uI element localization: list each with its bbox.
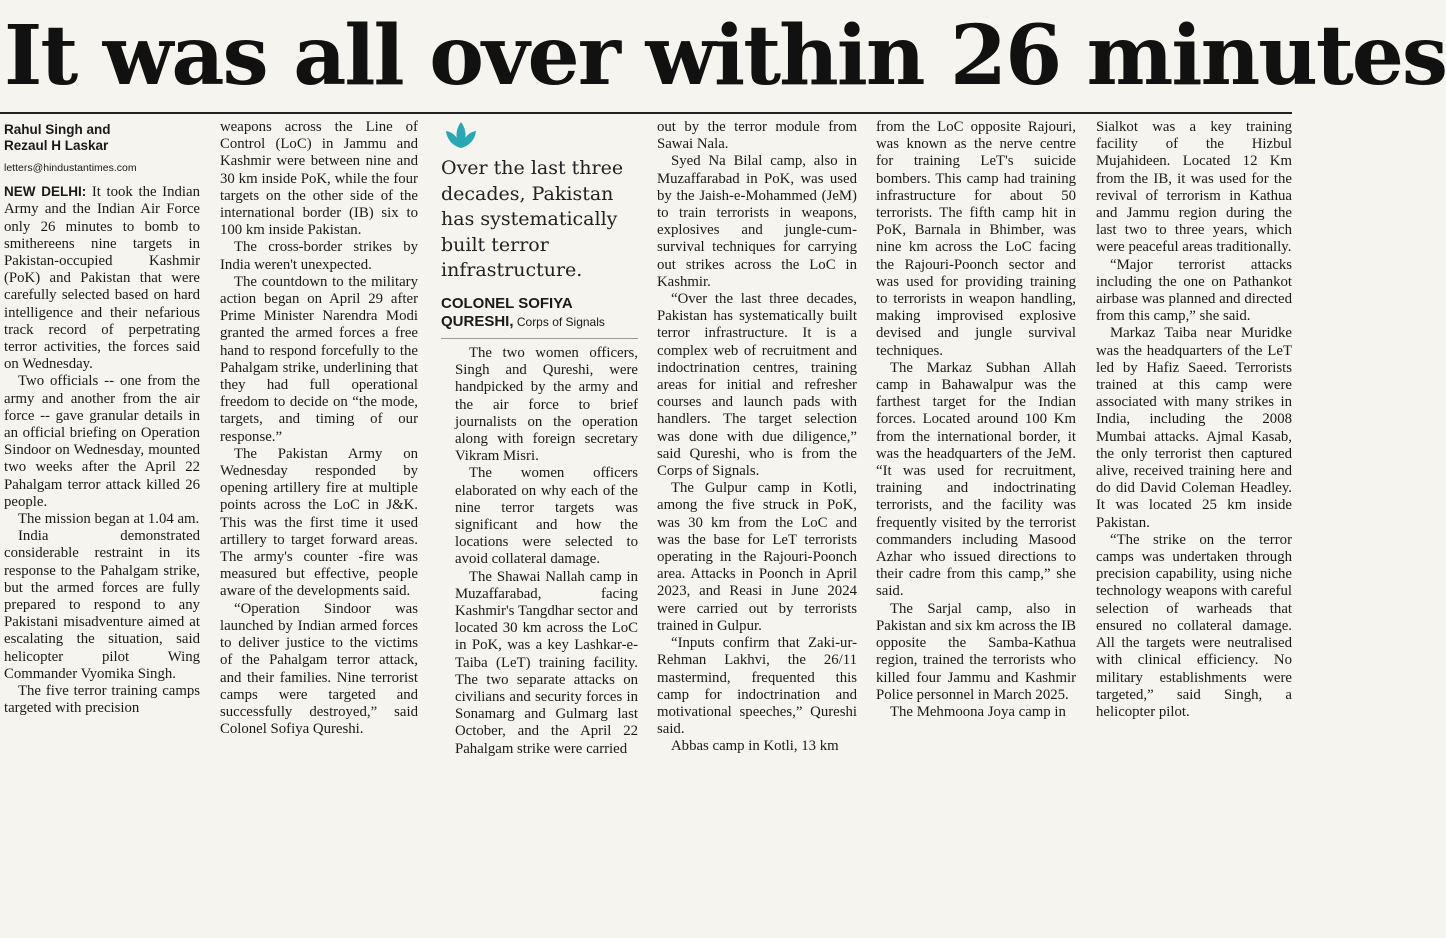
- paragraph: The countdown to the military action began on April 29 after Prime Minister Narendra Modi granted the armed forces a free hand to respond forcefully to the Pahalgam strike, underlining that they had full operational freedom to decide on “the mode, targets, and timing of our response.”: [220, 273, 418, 445]
- paragraph: The Pakistan Army on Wednesday responded by opening artillery fire at multiple points across the LoC in J&K. This was the first time it used artillery to target forward areas. The army's counter -fire was measured but effective, people aware of the developments said.: [220, 445, 418, 600]
- paragraph: Abbas camp in Kotli, 13 km: [671, 738, 839, 755]
- paragraph: “Over the last three decades, Pakistan has systematically built terror infrastructure. It is a complex web of recruitment and indoctrination centres, training areas for initial and refresher courses and launch pads with handlers. The target selection was done with due diligence,” said Qureshi, who is from the Corps of Signals.: [657, 291, 857, 480]
- pull-quote: [441, 118, 638, 338]
- paragraph: The Mehmoona Joya camp in: [890, 703, 1066, 720]
- paragraph: The mission began at 1.04 am.: [18, 511, 200, 528]
- paragraph: NEW DELHI: It took the Indian Army and the Indian Air Force only 26 minutes to bomb to smithereens nine targets in Pakistan-occupied Kashmir (PoK) and Pakistan that were carefully selected based on hard intelligence and their nefarious track record of perpetrating terror activities, the forces said on Wednesday.: [4, 184, 200, 373]
- paragraph: The Gulpur camp in Kotli, among the five struck in PoK, was 30 km from the LoC and was the base for LeT terrorists operating in the Rajouri-Poonch area. Attacks in Poonch in April 2023, and Reasi in June 2024 were carried out by terrorists trained in Gulpur.: [657, 480, 857, 634]
- column-5: [876, 119, 1076, 720]
- paragraph: The women officers elaborated on why each of the nine terror targets was significant and how the locations were selected to avoid collateral damage.: [455, 465, 638, 568]
- paragraph: from the LoC opposite Rajouri, was known as the nerve centre for training LeT's suicide bombers. This camp had training infrastructure for about 50 terrorists. The fifth camp hit in PoK, Barnala in Bhimber, was nine km across the LoC facing the Rajouri-Poonch sector and was used for providing training to terrorists in weapon handling, making improvised explosive devised and jungle survival techniques.: [876, 119, 1076, 359]
- pull-quote-name-2: QURESHI,: [441, 312, 514, 330]
- paragraph: The five terror training camps targeted with precision: [4, 683, 200, 717]
- column-6: [1096, 119, 1292, 720]
- dateline: NEW DELHI:: [4, 184, 87, 200]
- paragraph: The Sarjal camp, also in Pakistan and six km across the IB opposite the Samba-Kathua region, trained the terrorists who killed four Jammu and Kashmir Police personnel in March 2025.: [876, 600, 1076, 703]
- paragraph: out by the terror module from Sawai Nala.: [657, 119, 857, 153]
- paragraph: Two officials -- one from the army and another from the air force -- gave granular details in an official briefing on Operation Sindoor on Wednesday, mounted two weeks after the April 22 Pahalgam terror attack killed 26 people.: [4, 373, 200, 510]
- column-1: [4, 122, 200, 715]
- column-2: [220, 119, 418, 738]
- paragraph: “Inputs confirm that Zaki-ur-Rehman Lakhvi, the 26/11 mastermind, frequented this camp for indoctrination and motivational speeches,” Qureshi said.: [657, 635, 857, 738]
- headline: It was all over within 26 minutes: [4, 8, 1446, 104]
- paragraph: The cross-border strikes by India weren't unexpected.: [220, 239, 418, 273]
- paragraph: Syed Na Bilal camp, also in Muzaffarabad in PoK, was used by the Jaish-e-Mohammed (JeM) to train terrorists in weapons, explosives and jungle-cum-survival techniques for carrying out strikes across the LoC in Kashmir.: [657, 153, 857, 290]
- pull-quote-role: Corps of Signals: [513, 314, 605, 329]
- byline-author-1: Rahul Singh and: [4, 122, 111, 137]
- pull-quote-text: Over the last three decades, Pakistan has systematically built terror infrastructure.: [441, 157, 624, 281]
- headline-rule: [0, 112, 1292, 114]
- pull-quote-name-1: COLONEL SOFIYA: [441, 295, 573, 312]
- paragraph: weapons across the Line of Control (LoC) in Jammu and Kashmir were between nine and 30 km inside PoK, while the four targets on the other side of the international border (IB) six to 100 km inside Pakistan.: [220, 119, 418, 239]
- paragraph: Markaz Taiba near Muridke was the headquarters of the LeT led by Hafiz Saeed. Terrorists trained at this camp were associated with many strikes in India, including the 2008 Mumbai attacks. Ajmal Kasab, the only terrorist then captured alive, received training here and do did David Coleman Headley. It was located 25 km inside Pakistan.: [1096, 325, 1292, 531]
- pull-quote-rule: [441, 338, 638, 339]
- paragraph: “Major terrorist attacks including the one on Pathankot airbase was planned and directed from this camp,” she said.: [1096, 256, 1292, 325]
- lotus-logo-icon: [441, 118, 481, 154]
- paragraph: India demonstrated considerable restraint in its response to the Pahalgam strike, but the armed forces are fully prepared to respond to any Pakistani misadventure aimed at escalating the situation, said helicopter pilot Wing Commander Vyomika Singh.: [4, 528, 200, 682]
- paragraph: Sialkot was a key training facility of the Hizbul Mujahideen. Located 12 Km from the IB, it was used for the revival of terrorism in Kathua and Jammu region during the last two to three years, which were peaceful areas traditionally.: [1096, 119, 1292, 256]
- byline-email[interactable]: letters@hindustantimes.com: [4, 162, 137, 174]
- pull-quote-attribution: [441, 295, 641, 331]
- paragraph: “The strike on the terror camps was undertaken through precision capability, using niche technology weapons with careful selection of warheads that ensured no collateral damage. All the targets were neutralised with clinical efficiency. No military establishments were targeted,” said Singh, a helicopter pilot.: [1096, 531, 1292, 720]
- paragraph: “Operation Sindoor was launched by Indian armed forces to deliver justice to the victims of the Pahalgam terror attack, and their families. Nine terrorist camps were targeted and successfully destroyed,” said Colonel Sofiya Qureshi.: [220, 600, 418, 738]
- column-4: [657, 119, 857, 755]
- paragraph: The Shawai Nallah camp in Muzaffarabad, facing Kashmir's Tangdhar sector and located 30 km across the LoC in PoK, was a key Lashkar-e-Taiba (LeT) training facility. The two separate attacks on civilians and security forces in Sonamarg and Gulmarg last October, and the April 22 Pahalgam strike were carried: [455, 568, 638, 757]
- paragraph: The Markaz Subhan Allah camp in Bahawalpur was the farthest target for the Indian forces. Located around 100 Km from the international border, it was the headquarters of the JeM. “It was used for recruitment, training and indoctrinating terrorists, and the facility was frequently visited by the terrorist commanders including Masood Azhar who issued directions to their cadre from this camp,” she said.: [876, 359, 1076, 600]
- paragraph: The two women officers, Singh and Qureshi, were handpicked by the army and the air force to brief journalists on the operation along with foreign secretary Vikram Misri.: [455, 345, 638, 465]
- column-3: [455, 345, 638, 938]
- byline-author-2: Rezaul H Laskar: [4, 138, 109, 153]
